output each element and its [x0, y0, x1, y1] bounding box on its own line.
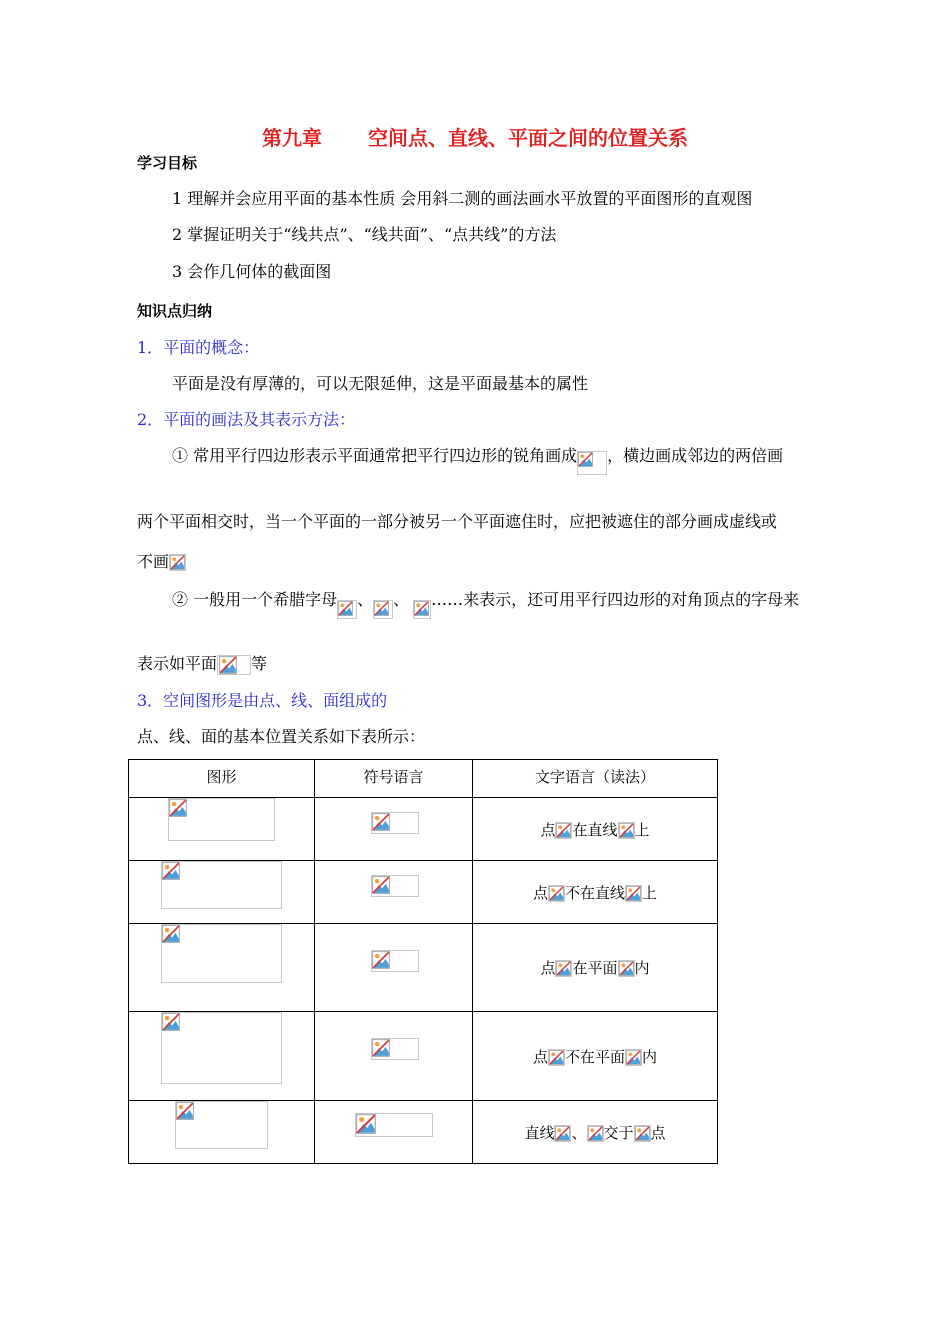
- figure-image: [175, 1101, 268, 1149]
- broken-image-icon: [618, 822, 635, 839]
- broken-image-icon: [587, 1125, 604, 1142]
- table-row: [129, 924, 718, 1012]
- header-figure: 图形: [129, 760, 315, 798]
- text-cell: 点 不在平面 内: [473, 1012, 718, 1101]
- broken-image-icon: [577, 451, 607, 475]
- table-intro: 点、线、面的基本位置关系如下表所示：: [137, 727, 426, 746]
- table-row: [129, 861, 718, 924]
- objective-item: 2 掌握证明关于“线共点”、“线共面”、“点共线”的方法: [172, 225, 557, 244]
- plane-concept-text: 平面是没有厚薄的，可以无限延伸，这是平面最基本的属性: [172, 374, 589, 393]
- broken-image-icon: [625, 1049, 642, 1066]
- paragraph-drawing-rule: ① 常用平行四边形表示平面通常把平行四边形的锐角画成 ，横边画成邻边的两倍画: [172, 446, 783, 475]
- broken-image-icon: [337, 600, 357, 619]
- broken-image-icon: [634, 1125, 651, 1142]
- broken-image-icon: [169, 554, 186, 571]
- paragraph-intersection: 两个平面相交时，当一个平面的一部分被另一个平面遮住时，应把被遮住的部分画成虚线或: [137, 512, 778, 531]
- table-header-row: [129, 760, 718, 798]
- broken-image-icon: [373, 600, 393, 619]
- figure-cell: [129, 861, 315, 924]
- symbol-cell: [315, 1101, 473, 1164]
- objectives-heading: 学习目标: [137, 154, 198, 172]
- broken-image-icon: [548, 885, 565, 902]
- symbol-image: [371, 950, 419, 972]
- broken-image-icon: [548, 1049, 565, 1066]
- table-row: [129, 798, 718, 861]
- figure-cell: [129, 924, 315, 1012]
- figure-cell: [129, 798, 315, 861]
- symbol-image: [371, 812, 419, 834]
- broken-image-icon: [413, 600, 431, 619]
- paragraph-hidden: 不画: [137, 552, 186, 572]
- figure-image: [161, 861, 282, 909]
- text-cell: 直线 、 交于 点: [473, 1101, 718, 1164]
- symbol-image: [371, 1038, 419, 1060]
- text-cell: 点 在平面 内: [473, 924, 718, 1012]
- relations-table: [128, 759, 718, 1164]
- figure-cell: [129, 1012, 315, 1101]
- symbol-cell: [315, 861, 473, 924]
- broken-image-icon: [554, 1125, 571, 1142]
- figure-image: [161, 924, 282, 983]
- table-row: [129, 1012, 718, 1101]
- broken-image-icon: [217, 655, 251, 675]
- symbol-cell: [315, 798, 473, 861]
- section-1-title: 1．平面的概念：: [137, 338, 260, 357]
- broken-image-icon: [625, 885, 642, 902]
- chapter-title: [0, 126, 950, 150]
- figure-image: [168, 798, 275, 841]
- symbol-cell: [315, 924, 473, 1012]
- symbol-cell: [315, 1012, 473, 1101]
- figure-image: [161, 1012, 282, 1084]
- paragraph-greek-letters: ② 一般用一个希腊字母 、 、 ……来表示，还可用平行四边形的对角顶点的字母来: [172, 590, 799, 619]
- broken-image-icon: [555, 822, 572, 839]
- objective-item: 3 会作几何体的截面图: [172, 262, 332, 281]
- chapter-topic: 空间点、直线、平面之间的位置关系: [368, 126, 688, 150]
- text-cell: 点 不在直线 上: [473, 861, 718, 924]
- section-2-title: 2．平面的画法及其表示方法：: [137, 410, 356, 429]
- chapter-number: 第九章: [262, 126, 322, 150]
- symbol-image: [355, 1113, 433, 1137]
- objective-item: 1 理解并会应用平面的基本性质 会用斜二测的画法画水平放置的平面图形的直观图: [172, 189, 753, 208]
- text-cell: 点 在直线 上: [473, 798, 718, 861]
- symbol-image: [371, 875, 419, 897]
- header-text: 文字语言（读法）: [473, 760, 718, 798]
- header-symbol: 符号语言: [315, 760, 473, 798]
- broken-image-icon: [555, 960, 572, 977]
- broken-image-icon: [618, 960, 635, 977]
- figure-cell: [129, 1101, 315, 1164]
- section-3-title: 3．空间图形是由点、线、面组成的: [137, 691, 388, 710]
- paragraph-plane-example: 表示如平面 等: [137, 654, 268, 673]
- knowledge-heading: 知识点归纳: [137, 302, 213, 320]
- table-row: [129, 1101, 718, 1164]
